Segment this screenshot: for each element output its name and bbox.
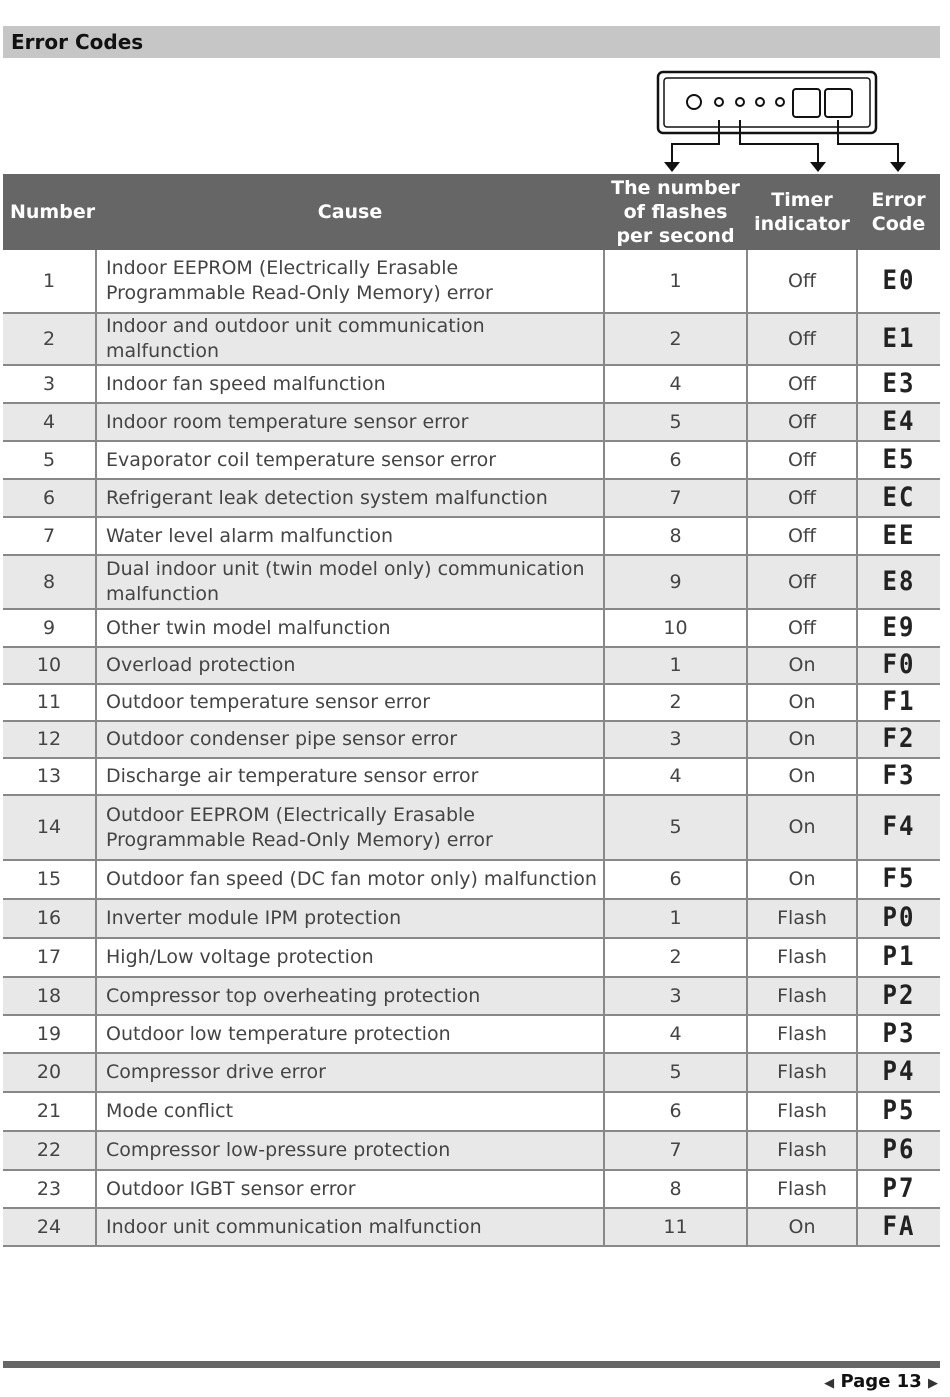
row-flashes: 7 [604, 1131, 747, 1170]
header-flashes: The number of flashes per second [604, 174, 747, 250]
table-row [3, 1015, 940, 1053]
row-number: 8 [3, 555, 96, 609]
row-error-code [857, 1053, 940, 1092]
header-code: Error Code [857, 174, 940, 250]
row-flashes: 1 [604, 250, 747, 313]
row-number: 5 [3, 441, 96, 479]
row-timer: Off [747, 555, 857, 609]
row-timer: Off [747, 609, 857, 647]
row-error-code [857, 1131, 940, 1170]
row-cause: Compressor drive error [96, 1053, 604, 1092]
table-row [3, 403, 940, 441]
row-timer: Flash [747, 938, 857, 977]
error-code-value: E9 [882, 611, 916, 642]
row-timer: On [747, 721, 857, 758]
row-number: 23 [3, 1170, 96, 1208]
page-number: Page 13 [840, 1371, 922, 1392]
table-row [3, 250, 940, 313]
row-flashes: 8 [604, 517, 747, 555]
table-row [3, 609, 940, 647]
table-row [3, 758, 940, 795]
row-error-code [857, 1015, 940, 1053]
table-row [3, 1053, 940, 1092]
row-error-code [857, 721, 940, 758]
row-number: 18 [3, 977, 96, 1015]
error-code-value: E8 [882, 565, 916, 596]
row-error-code [857, 313, 940, 365]
error-code-value: P0 [882, 901, 916, 933]
row-number: 19 [3, 1015, 96, 1053]
table-row [3, 479, 940, 517]
error-code-value: P6 [882, 1133, 916, 1165]
row-number: 15 [3, 860, 96, 899]
error-code-value: P4 [882, 1055, 916, 1087]
row-flashes: 3 [604, 977, 747, 1015]
row-number: 20 [3, 1053, 96, 1092]
table-row [3, 365, 940, 403]
row-error-code [857, 250, 940, 313]
row-error-code [857, 899, 940, 938]
row-flashes: 7 [604, 479, 747, 517]
header-timer: Timer indicator [747, 174, 857, 250]
error-code-value: P1 [882, 940, 916, 972]
row-cause: Other twin model malfunction [96, 609, 604, 647]
row-number: 4 [3, 403, 96, 441]
row-cause: Outdoor IGBT sensor error [96, 1170, 604, 1208]
row-number: 11 [3, 684, 96, 721]
error-code-value: P3 [882, 1017, 916, 1048]
error-code-value: F4 [882, 810, 916, 842]
error-code-value: E1 [882, 322, 916, 353]
page-indicator [824, 1371, 938, 1392]
row-timer: On [747, 860, 857, 899]
row-timer: Off [747, 313, 857, 365]
row-cause: Overload protection [96, 647, 604, 684]
error-codes-table [3, 174, 940, 1247]
table-row [3, 721, 940, 758]
error-code-value: F0 [882, 648, 916, 680]
row-error-code [857, 403, 940, 441]
row-flashes: 4 [604, 758, 747, 795]
error-code-value: E0 [882, 264, 916, 295]
row-timer: Flash [747, 1053, 857, 1092]
row-timer: On [747, 795, 857, 860]
section-title: Error Codes [11, 30, 144, 54]
row-timer: On [747, 647, 857, 684]
row-cause: Water level alarm malfunction [96, 517, 604, 555]
row-flashes: 5 [604, 1053, 747, 1092]
table-row [3, 1208, 940, 1246]
row-error-code [857, 441, 940, 479]
row-timer: Flash [747, 1131, 857, 1170]
row-flashes: 11 [604, 1208, 747, 1246]
footer-divider [3, 1361, 940, 1368]
row-number: 10 [3, 647, 96, 684]
row-cause: Inverter module IPM protection [96, 899, 604, 938]
led-icon [756, 98, 764, 106]
error-code-value: F3 [882, 759, 916, 791]
led-icon [776, 98, 784, 106]
row-timer: Off [747, 365, 857, 403]
row-cause: Mode conflict [96, 1092, 604, 1131]
error-code-value: EE [882, 519, 916, 550]
row-flashes: 2 [604, 684, 747, 721]
row-number: 17 [3, 938, 96, 977]
row-error-code [857, 479, 940, 517]
row-timer: Off [747, 517, 857, 555]
row-timer: Flash [747, 1092, 857, 1131]
row-flashes: 8 [604, 1170, 747, 1208]
row-flashes: 1 [604, 899, 747, 938]
row-cause: Compressor top overheating protection [96, 977, 604, 1015]
row-flashes: 4 [604, 1015, 747, 1053]
row-number: 22 [3, 1131, 96, 1170]
led-icon [715, 98, 723, 106]
row-error-code [857, 1170, 940, 1208]
row-cause: Discharge air temperature sensor error [96, 758, 604, 795]
table-row [3, 1170, 940, 1208]
row-error-code [857, 795, 940, 860]
row-error-code [857, 517, 940, 555]
row-flashes: 1 [604, 647, 747, 684]
error-code-value: EC [882, 481, 916, 512]
display-digit-icon [793, 89, 820, 117]
row-cause: Outdoor condenser pipe sensor error [96, 721, 604, 758]
row-number: 9 [3, 609, 96, 647]
row-number: 24 [3, 1208, 96, 1246]
error-code-value: P2 [882, 979, 916, 1010]
row-timer: On [747, 684, 857, 721]
table-row [3, 1092, 940, 1131]
row-flashes: 9 [604, 555, 747, 609]
row-error-code [857, 609, 940, 647]
row-number: 1 [3, 250, 96, 313]
error-code-value: FA [882, 1210, 916, 1241]
table-row [3, 860, 940, 899]
row-timer: Off [747, 403, 857, 441]
row-flashes: 5 [604, 795, 747, 860]
row-flashes: 2 [604, 938, 747, 977]
row-timer: Off [747, 441, 857, 479]
error-code-value: E4 [882, 405, 916, 436]
row-error-code [857, 684, 940, 721]
row-cause: Indoor fan speed malfunction [96, 365, 604, 403]
table-row [3, 647, 940, 684]
row-cause: Outdoor EEPROM (Electrically Erasable Programmable Read-Only Memory) error [96, 795, 604, 860]
row-number: 3 [3, 365, 96, 403]
error-code-value: E5 [882, 443, 916, 474]
table-row [3, 555, 940, 609]
row-cause: High/Low voltage protection [96, 938, 604, 977]
section-title-bar [3, 26, 940, 58]
indicator-panel-diagram [0, 60, 950, 180]
led-icon [736, 98, 744, 106]
row-cause: Indoor and outdoor unit communication malfunction [96, 313, 604, 365]
display-digit-icon [825, 89, 852, 117]
row-cause: Refrigerant leak detection system malfunction [96, 479, 604, 517]
row-flashes: 6 [604, 1092, 747, 1131]
row-number: 21 [3, 1092, 96, 1131]
row-flashes: 6 [604, 860, 747, 899]
row-cause: Compressor low-pressure protection [96, 1131, 604, 1170]
row-flashes: 2 [604, 313, 747, 365]
row-error-code [857, 938, 940, 977]
row-timer: Flash [747, 977, 857, 1015]
next-page-icon[interactable]: ▶ [928, 1376, 938, 1391]
table-row [3, 684, 940, 721]
error-code-value: P7 [882, 1172, 916, 1203]
row-timer: Off [747, 250, 857, 313]
row-timer: On [747, 758, 857, 795]
table-header-row [3, 174, 940, 250]
row-timer: Flash [747, 1170, 857, 1208]
row-flashes: 6 [604, 441, 747, 479]
row-flashes: 10 [604, 609, 747, 647]
header-cause: Cause [96, 174, 604, 250]
error-code-value: F1 [882, 685, 916, 717]
row-number: 6 [3, 479, 96, 517]
row-error-code [857, 977, 940, 1015]
row-number: 2 [3, 313, 96, 365]
row-timer: Off [747, 479, 857, 517]
error-code-value: F2 [882, 722, 916, 754]
row-cause: Outdoor fan speed (DC fan motor only) malfunction [96, 860, 604, 899]
error-code-value: P5 [882, 1094, 916, 1126]
row-timer: On [747, 1208, 857, 1246]
prev-page-icon[interactable]: ◀ [824, 1376, 835, 1391]
row-cause: Evaporator coil temperature sensor error [96, 441, 604, 479]
row-cause: Indoor room temperature sensor error [96, 403, 604, 441]
row-error-code [857, 647, 940, 684]
power-led-icon [687, 95, 701, 109]
row-cause: Indoor EEPROM (Electrically Erasable Programmable Read-Only Memory) error [96, 250, 604, 313]
row-error-code [857, 1092, 940, 1131]
table-row [3, 1131, 940, 1170]
table-row [3, 795, 940, 860]
row-error-code [857, 555, 940, 609]
row-number: 14 [3, 795, 96, 860]
arrow-down-icon [810, 162, 826, 172]
error-code-value: F5 [882, 862, 916, 894]
table-row [3, 977, 940, 1015]
row-timer: Flash [747, 899, 857, 938]
row-error-code [857, 860, 940, 899]
arrow-down-icon [890, 162, 906, 172]
row-number: 12 [3, 721, 96, 758]
table-row [3, 313, 940, 365]
row-number: 7 [3, 517, 96, 555]
row-error-code [857, 1208, 940, 1246]
row-cause: Dual indoor unit (twin model only) communication malfunction [96, 555, 604, 609]
row-cause: Outdoor low temperature protection [96, 1015, 604, 1053]
row-cause: Indoor unit communication malfunction [96, 1208, 604, 1246]
row-error-code [857, 365, 940, 403]
table-row [3, 517, 940, 555]
row-flashes: 5 [604, 403, 747, 441]
table-row [3, 938, 940, 977]
row-flashes: 3 [604, 721, 747, 758]
error-code-value: E3 [882, 367, 916, 398]
row-number: 16 [3, 899, 96, 938]
arrow-down-icon [664, 162, 680, 172]
table-row [3, 899, 940, 938]
header-number: Number [3, 174, 96, 250]
row-timer: Flash [747, 1015, 857, 1053]
row-cause: Outdoor temperature sensor error [96, 684, 604, 721]
row-flashes: 4 [604, 365, 747, 403]
row-number: 13 [3, 758, 96, 795]
table-row [3, 441, 940, 479]
row-error-code [857, 758, 940, 795]
